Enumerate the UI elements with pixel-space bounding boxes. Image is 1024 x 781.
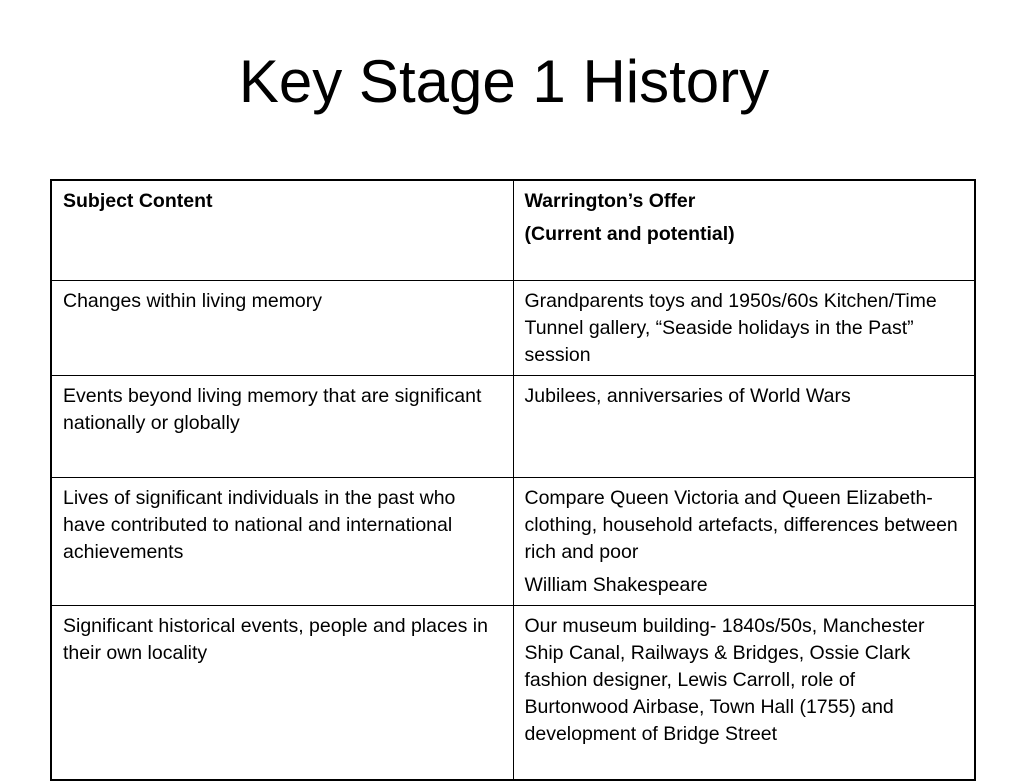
slide-title: Key Stage 1 History bbox=[238, 48, 770, 115]
table-row bbox=[51, 477, 975, 605]
subject-cell: Changes within living memory bbox=[51, 280, 513, 375]
offer-cell bbox=[513, 477, 975, 605]
table-header-row bbox=[51, 180, 975, 280]
table-row bbox=[51, 605, 975, 780]
subject-cell: Lives of significant individuals in the past who have contributed to national and international achievements bbox=[51, 477, 513, 605]
subject-cell: Events beyond living memory that are significant nationally or globally bbox=[51, 375, 513, 477]
header-offer-line2: (Current and potential) bbox=[524, 223, 735, 245]
offer-text: Compare Queen Victoria and Queen Elizabeth- clothing, household artefacts, differences between rich and poor bbox=[524, 486, 958, 563]
offer-cell: Jubilees, anniversaries of World Wars bbox=[513, 375, 975, 477]
subject-cell: Significant historical events, people and places in their own locality bbox=[51, 605, 513, 780]
header-warrington-offer bbox=[513, 180, 975, 280]
subject-content-table bbox=[50, 179, 976, 781]
offer-cell: Grandparents toys and 1950s/60s Kitchen/Time Tunnel gallery, “Seaside holidays in the Past” session bbox=[513, 280, 975, 375]
header-subject-content: Subject Content bbox=[51, 180, 513, 280]
header-offer-line1: Warrington’s Offer bbox=[524, 190, 696, 212]
offer-extra-text: William Shakespeare bbox=[524, 573, 708, 596]
table-row bbox=[51, 375, 975, 477]
offer-cell: Our museum building- 1840s/50s, Manchester Ship Canal, Railways & Bridges, Ossie Clark fashion designer, Lewis Carroll, role of Burtonwood Airbase, Town Hall (1755) and development of Bridge Street bbox=[513, 605, 975, 780]
table-row bbox=[51, 280, 975, 375]
